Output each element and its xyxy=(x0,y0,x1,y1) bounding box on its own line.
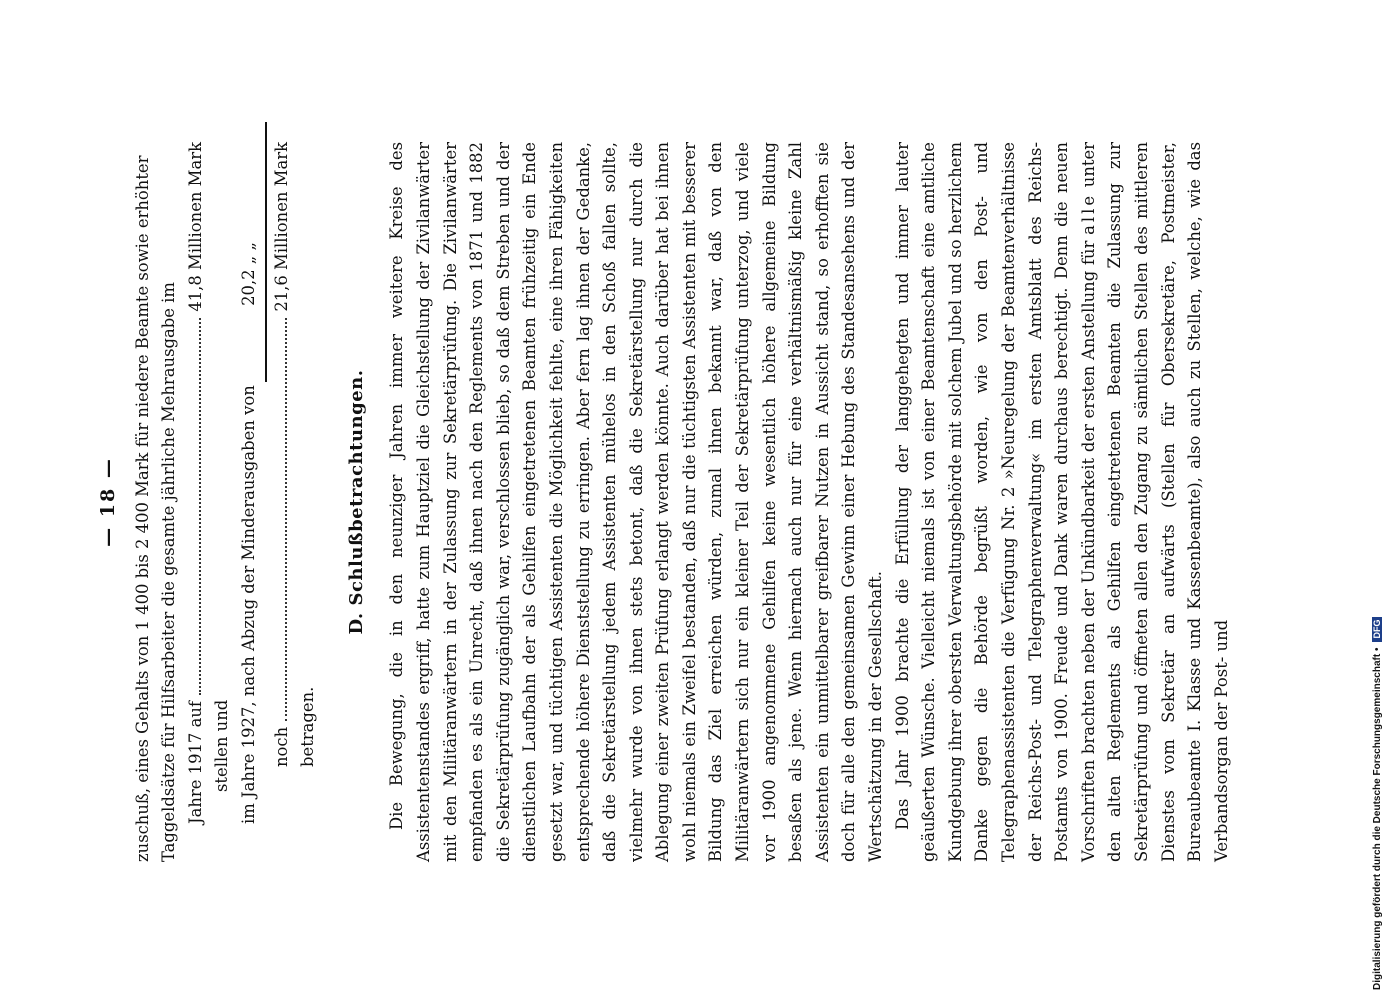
table-row-continuation xyxy=(295,142,322,862)
row-amount: 41,8 Millionen Mark xyxy=(185,142,205,312)
paragraph-text: Das Jahr 1900 brachte die Erfüllung der langgehegten und immer lauter geäußerten Wünsche. Vielleicht niemals ist von einer Beamtenschaft eine amtliche Kundgebung ihrer obersten Verwaltungsbehörde mit solchem Jubel und so herzlichem Danke gegen die Behörde begrüßt worden, wie von den Post- und Telegraphenassistenten die Verfügung Nr. 2 »Neuregelung der Beamtenverhältnisse der Reichs-Post- und Telegraphenverwaltung« im ersten Amtsblatt des Reichs-Postamts von 1900. Freude und Dank waren durchaus berechtigt. Denn die neuen Vorschriften brachten neben der Unkündbarkeit der ersten Anstellung für xyxy=(892,142,1098,862)
emphasized-word: alle xyxy=(1078,192,1098,235)
table-row-total xyxy=(269,142,296,862)
row-label: betragen. xyxy=(298,686,318,767)
table-intro-line: Taggeldsätze für Hilfsarbeiter die gesamte jährliche Mehrausgabe im xyxy=(159,282,179,862)
leader-dots xyxy=(199,318,201,695)
row-amount: 21,6 Millionen Mark xyxy=(271,142,291,312)
sum-rule xyxy=(265,122,267,382)
table-intro-line: zuschuß, eines Gehalts von 1 400 bis 2 400 Mark für niedere Beamte sowie erhöhter xyxy=(132,155,152,862)
rotated-text-block xyxy=(95,142,1285,862)
paragraph xyxy=(890,142,1236,862)
paragraph: Die Bewegung, die in den neunziger Jahren immer weitere Kreise des Assistentenstandes ergriff, hatte zum Hauptziel die Gleichstellung der Zivilanwärter mit den Militäranwärtern in der Zulassung zur Sekretärprüfung. Die Zivilanwärter empfanden es als ein Unrecht, daß ihnen nach den Reglements von 1871 und 1882 die Sekretärprüfung zugänglich war, verschlossen blieb, so daß dem Streben und der dienstlichen Laufbahn der als Gehilfen eingetretenen Beamten frühzeitig ein Ende gesetzt war, und tüchtigen Assistenten die Möglichkeit fehlte, eine ihren Fähigkeiten entsprechende höhere Dienststellung zu erringen. Aber fern lag ihnen der Gedanke, daß die Sekretärstellung jedem Assistenten mühelos in den Schoß fallen sollte, vielmehr wurde von ihnen stets betont, daß die Sekretärstellung nur durch die Ablegung einer zweiten Prüfung erlangt werden könnte. Auch darüber hat bei ihnen wohl niemals ein Zweifel bestanden, daß nur die tüchtigsten Assistenten mit besserer Bildung das Ziel erreichen würden, zumal ihnen bekannt war, daß von den Militäranwärtern sich nur ein kleiner Teil der Sekretärprüfung unterzog, und viele vor 1900 angenommene Gehilfen keine wesentlich höhere allgemeine Bildung besaßen als jene. Wenn hiernach auch nur für eine verhältnismäßig kleine Zahl Assistenten ein unmittelbarer greifbarer Nutzen in Aussicht stand, so erhofften sie doch für alle den gemeinsamen Gewinn einer Hebung des Standesansehens und der Wertschätzung in der Gesellschaft. xyxy=(387,142,886,862)
row-amount: 20,2 „ „ xyxy=(238,242,258,306)
section-heading: D. Schlußbetrachtungen. xyxy=(345,369,367,635)
row-label: noch xyxy=(271,726,291,767)
dfg-logo: DFG xyxy=(1372,617,1382,642)
funding-text: Digitalisierung gefördert durch die Deutsche Forschungsgemeinschaft • xyxy=(1371,647,1383,990)
paragraph-text: unter den alten Reglements als Gehilfen eingetretenen Beamten die Zulassung zur Sekretärprüfung und öffneten allen den Zugang zu sämtlichen Stellen des mittleren Dienstes vom Sekretär an aufwärts (Stellen für Obersekretäre, Postmeister, Bureaubeamte I. Klasse und Kassenbeamte), also auch zu Stellen, welche, wie das Verbandsorgan der Post- und xyxy=(1078,142,1231,862)
row-label: im Jahre 1927, nach Abzug der Minderausgaben von xyxy=(238,385,258,824)
row-label: Jahre 1917 auf xyxy=(185,701,205,824)
table-row-1927 xyxy=(236,142,263,862)
page-number: — 18 — xyxy=(97,457,119,547)
table-row-continuation xyxy=(209,142,236,862)
table-row-1917 xyxy=(183,142,210,862)
leader-dots xyxy=(285,318,287,721)
funding-notice xyxy=(1370,220,1383,990)
row-label: stellen und xyxy=(212,699,232,792)
